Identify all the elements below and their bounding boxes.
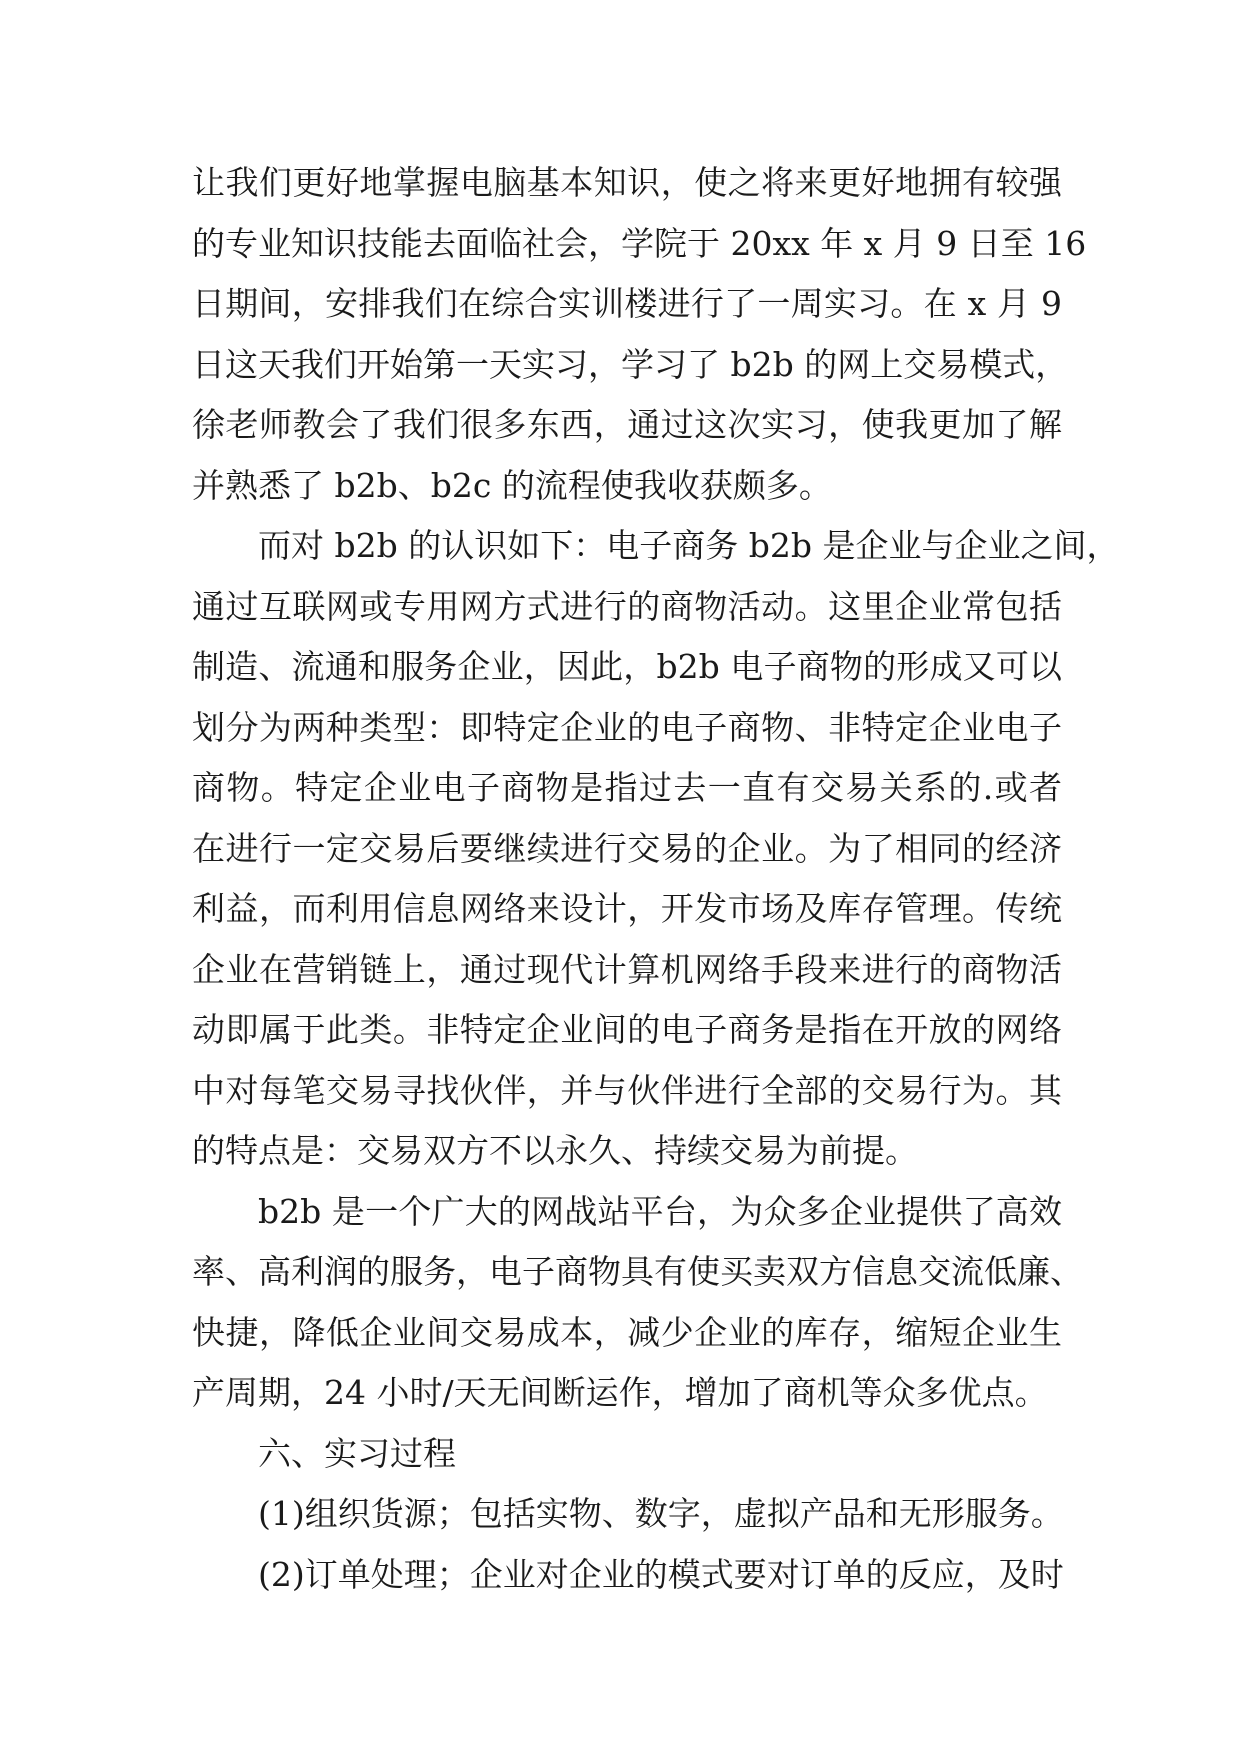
text-line: 徐老师教会了我们很多东西，通过这次实习，使我更加了解 [192, 405, 1062, 444]
text-line: 动即属于此类。非特定企业间的电子商务是指在开放的网络 [192, 1010, 1062, 1049]
paragraph-first-line: 而对 b2b 的认识如下：电子商务 b2b 是企业与企业之间， [258, 526, 1120, 565]
list-item: (1)组织货源；包括实物、数字，虚拟产品和无形服务。 [258, 1494, 1064, 1533]
text-line: 的特点是：交易双方不以永久、持续交易为前提。 [192, 1131, 918, 1170]
text-line: 制造、流通和服务企业，因此，b2b 电子商物的形成又可以 [192, 647, 1062, 686]
list-item: (2)订单处理；企业对企业的模式要对订单的反应，及时 [258, 1554, 1064, 1594]
text-line: 在进行一定交易后要继续进行交易的企业。为了相同的经济 [192, 828, 1062, 868]
document-body [192, 153, 1120, 1605]
text-line: 并熟悉了 b2b、b2c 的流程使我收获颇多。 [192, 465, 832, 505]
text-line: 商物。特定企业电子商物是指过去一直有交易关系的.或者 [192, 768, 1062, 807]
text-line: 企业在营销链上，通过现代计算机网络手段来进行的商物活 [192, 949, 1062, 989]
text-line: 划分为两种类型：即特定企业的电子商物、非特定企业电子 [192, 707, 1062, 747]
text-line: 日期间，安排我们在综合实训楼进行了一周实习。在 x 月 9 [192, 284, 1062, 323]
text-line: 日这天我们开始第一天实习，学习了 b2b 的网上交易模式， [192, 344, 1069, 384]
text-line: 快捷，降低企业间交易成本，减少企业的库存，缩短企业生 [192, 1312, 1062, 1352]
text-line: 中对每笔交易寻找伙伴，并与伙伴进行全部的交易行为。其 [192, 1070, 1062, 1110]
text-line: 率、高利润的服务，电子商物具有使买卖双方信息交流低廉、 [192, 1252, 1083, 1291]
paragraph-first-line: b2b 是一个广大的网战站平台，为众多企业提供了高效 [258, 1191, 1062, 1231]
text-line: 通过互联网或专用网方式进行的商物活动。这里企业常包括 [192, 586, 1062, 626]
text-line: 的专业知识技能去面临社会，学院于 20xx 年 x 月 9 日至 16 [192, 223, 1087, 263]
text-line: 利益，而利用信息网络来设计，开发市场及库存管理。传统 [192, 889, 1062, 928]
text-line: 让我们更好地掌握电脑基本知识，使之将来更好地拥有较强 [192, 163, 1062, 202]
section-heading: 六、实习过程 [258, 1433, 456, 1473]
text-line: 产周期，24 小时/天无间断运作，增加了商机等众多优点。 [192, 1373, 1048, 1412]
